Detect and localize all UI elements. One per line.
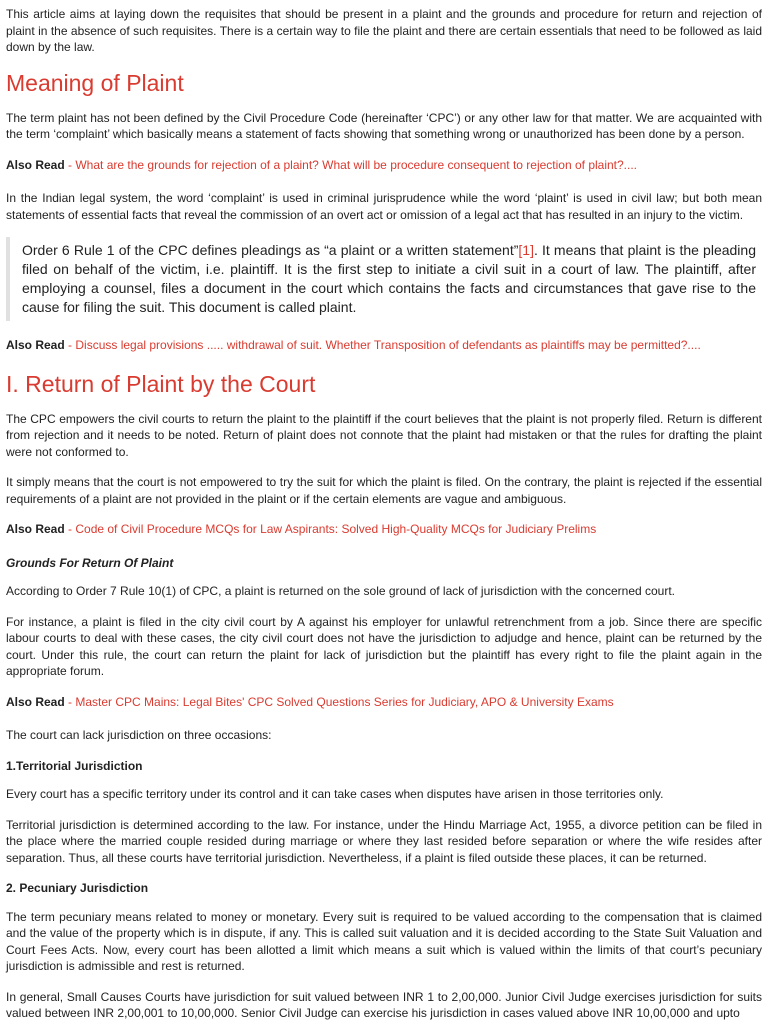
also-read-label: Also Read (6, 694, 65, 709)
heading-meaning-of-plaint: Meaning of Plaint (6, 69, 184, 96)
also-read-row (6, 694, 762, 711)
also-read-dash: - (64, 338, 76, 352)
also-read-label: Also Read (6, 157, 65, 172)
also-read-row (6, 157, 762, 174)
subheading-territorial: 1.Territorial Jurisdiction (6, 758, 143, 773)
intro-paragraph: This article aims at laying down the requisites that should be present in a plaint and the grounds and procedure for return and rejection of plaint in the absence of such requisites. There is a certain way to file the plaint and there are certain essentials that need to be followed as laid down by the law. (6, 7, 762, 54)
quote-text (22, 241, 756, 317)
paragraph: According to Order 7 Rule 10(1) of CPC, a plaint is returned on the sole ground of lack of jurisdiction with the concerned court. (6, 584, 676, 598)
footnote-link[interactable]: [1] (518, 242, 534, 258)
quote-text-start: Order 6 Rule 1 of the CPC defines pleadings as “a plaint or a written statement” (22, 242, 519, 258)
quote-text-end: . It means that plaint is the pleading filed on behalf of the victim, i.e. plaintiff. It is the first step to initiate a civil suit in a court of law. The plaintiff, after employing a counsel, files a document in the court which contains the facts and circumstances that gave rise to the cause for filing the suit. This document is called plaint. (22, 242, 756, 315)
paragraph: Territorial jurisdiction is determined according to the law. For instance, under the Hindu Marriage Act, 1955, a divorce petition can be filed in the place where the married couple resided during marriage or where they last resided before separation or where the wife resides after separation. Thus, all these courts have territorial jurisdiction. Nevertheless, if a plaint is filed outside these places, it can be returned. (6, 817, 762, 865)
also-read-label: Also Read (6, 338, 65, 352)
subheading-grounds: Grounds For Return Of Plaint (6, 555, 174, 570)
also-read-row (6, 337, 762, 354)
also-read-link[interactable]: Discuss legal provisions ..... withdrawal of suit. Whether Transposition of defendants as plaintiffs may be permitted?.... (75, 338, 701, 352)
also-read-label: Also Read (6, 522, 65, 536)
also-read-link[interactable]: Code of Civil Procedure MCQs for Law Aspirants: Solved High-Quality MCQs for Judiciary Prelims (75, 522, 597, 536)
paragraph: The CPC empowers the civil courts to return the plaint to the plaintiff if the court believes that the plaint is not properly filed. Return is different from rejection and it needs to be noted. Return of plaint does not connote that the plaint had mistaken or that the rules for drafting the plaint were not conformed to. (6, 411, 762, 459)
paragraph: Every court has a specific territory under its control and it can take cases when disputes have arisen in those territories only. (6, 787, 664, 801)
paragraph: The court can lack jurisdiction on three occasions: (6, 728, 272, 742)
paragraph: It simply means that the court is not empowered to try the suit for which the plaint is filed. On the contrary, the plaint is rejected if the essential requirements of a plaint are not provided in the plaint or if the certain elements are vague and ambiguous. (6, 475, 762, 506)
paragraph: In general, Small Causes Courts have jurisdiction for suit valued between INR 1 to 2,00,000. Junior Civil Judge exercises jurisdiction for suits valued between INR 2,00,001 to 10,00,000. Senior Civil Judge can exercise his jurisdiction in cases valued above INR 10,00,000 and upto (6, 989, 762, 1020)
paragraph: For instance, a plaint is filed in the city civil court by A against his employer for unlawful retrenchment from a job. Since there are specific labour courts to deal with these cases, the city civil court does not have the jurisdiction to adjudge and hence, plaint can be returned by the court. Under this rule, the court can return the plaint for lack of jurisdiction but the plaintiff has every right to file the plaint again in the appropriate forum. (6, 614, 762, 678)
paragraph: The term pecuniary means related to money or monetary. Every suit is required to be valued according to the compensation that is claimed and the value of the property which is in dispute, if any. This is called suit valuation and it is decided according to the State Suit Valuation and Court Fees Acts. Now, every court has been allotted a limit which means a suit which is valued within the limits of that court’s pecuniary jurisdiction is admissible and rest is returned. (6, 909, 762, 973)
paragraph: In the Indian legal system, the word ‘complaint’ is used in criminal jurisprudence while the word ‘plaint’ is used in civil law; but both mean statements of essential facts that reveal the commission of an overt act or omission of a legal act that has resulted in an injury to the victim. (6, 191, 762, 222)
blockquote (6, 237, 762, 321)
paragraph: The term plaint has not been defined by the Civil Procedure Code (hereinafter ‘CPC’) or any other law for that matter. We are acquainted with the term ‘complaint’ which basically means a statement of facts showing that something wrong or unauthorized has been done by a person. (6, 110, 762, 141)
also-read-dash: - (64, 694, 76, 709)
subheading-pecuniary: 2. Pecuniary Jurisdiction (6, 881, 149, 895)
also-read-dash: - (64, 157, 76, 172)
also-read-dash: - (64, 522, 76, 536)
also-read-link[interactable]: Master CPC Mains: Legal Bites' CPC Solved Questions Series for Judiciary, APO & University Exams (75, 694, 614, 709)
also-read-row (6, 521, 762, 538)
heading-return-of-plaint: I. Return of Plaint by the Court (6, 370, 316, 397)
also-read-link[interactable]: What are the grounds for rejection of a plaint? What will be procedure consequent to rejection of plaint?.... (75, 157, 638, 172)
